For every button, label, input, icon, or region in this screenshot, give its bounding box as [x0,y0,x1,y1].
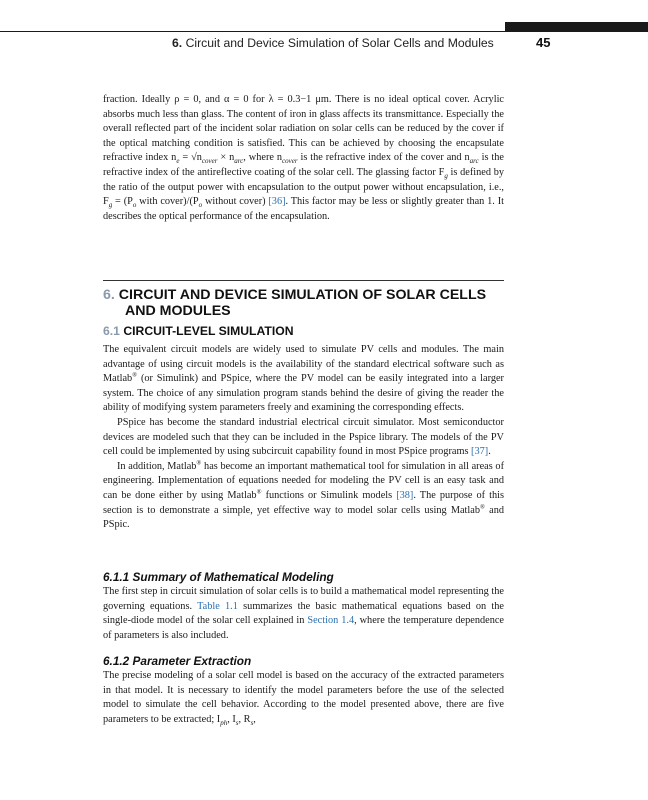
paragraph-parameter-extraction: The precise modeling of a solar cell model is based on the accuracy of the extracted parameters in that model. It is necessary to identify the model parameters before the use of the selected model to simulate the cell behavior. According to the model presented above, there are five parameters to be extracted; $I_{ph}$, $I_s$, $R_s$, [103,670,504,727]
section-title-line1: CIRCUIT AND DEVICE SIMULATION OF SOLAR CELLS [118,287,487,303]
header-rule [0,31,648,32]
section-title-line2: AND MODULES [125,303,231,319]
subsubsection-title-2: 6.1.2 Parameter Extraction [103,654,252,668]
page-number: 45 [536,35,551,50]
extraction-text-block [103,669,504,727]
paragraph-pspice: PSpice has become the standard industrial electrical circuit simulator. Most semiconductor devices are modeled such that they can be included in the Pspice library. The models of the PV cell could be implemented by using subcircuit capability found in most PSpice programs [37]. [103,416,504,458]
circuit-text-block [103,343,504,533]
link-table-1-1[interactable]: Table 1.1 [197,600,238,612]
link-section-1-4[interactable]: Section 1.4 [307,615,355,627]
subsection-title-text: CIRCUIT-LEVEL SIMULATION [123,324,294,338]
section-title [103,287,504,319]
subsection-number: 6.1 [103,324,120,338]
section-rule [103,280,504,281]
paragraph-matlab: In addition, Matlab® has become an important mathematical tool for simulation in all areas of engineering. Implementation of equations needed for modeling the PV cell is an easy task and can be done either by using Matlab® functions or Simulink models [38]. The purpose of this section is to demonstrate a simple, yet effective way to model solar cells using Matlab® and PSpic. [103,459,505,531]
subsubsection-title-1: 6.1.1 Summary of Mathematical Modeling [103,570,334,584]
running-head-title: Circuit and Device Simulation of Solar Cells and Modules [185,36,494,50]
citation-38[interactable]: [38] [396,489,414,501]
paragraph-mathematical-model: The first step in circuit simulation of solar cells is to build a mathematical model representing the governing equations. Table 1.1 summarizes the basic mathematical equations based on the single-diode model of the solar cell explained in Section 1.4, where the temperature dependence of parameters is also included. [103,586,504,641]
subsection-title [103,324,294,338]
running-head-chapter-number: 6. [172,36,183,50]
citation-36[interactable]: [36] [268,196,286,208]
paragraph-encapsulation: fraction. Ideally ρ = 0, and α = 0 for λ = 0.3−1 μm. There is no ideal optical cover. Acrylic absorbs much less than glass. The content of iron in glass affects its transmittance. Especially the overall reflected part of the incident solar radiation on solar cells can be reduced by the cover if the optical matching condition is satisfied. This can be achieved by choosing the encapsulate refractive index $n_e = √n_{cover} \times n_{arc}$, where $n_{cover}$ is the refractive index of the cover and $n_{arc}$ is the refractive index of the antireflective coating of the solar cell. The glassing factor $F_g$ is defined by the ratio of the output power with encapsulation to the output power without encapsulation, i.e., $F_g = (P_o$ with $cover)/(P_o$ without cover) [36]. This factor may be less or slightly greater than 1. It describes the optical performance of the encapsulation. [103,94,504,222]
citation-37[interactable]: [37] [471,446,489,458]
intro-text-block [103,93,504,224]
section-number: 6. [103,287,115,303]
paragraph-circuit-models: The equivalent circuit models are widely used to simulate PV cells and modules. The main advantage of using circuit models is the availability of the standard electrical software such as Matlab® (or Simulink) and PSpice, where the PV model can be easily integrated into a larger system. The choice of any simulation program stands behind the desire of giving the reader the ability of modifying system parameters freely and examining the corresponding effects. [103,344,504,414]
modeling-text-block [103,585,504,643]
running-head [172,36,512,50]
header-bar [505,22,648,31]
